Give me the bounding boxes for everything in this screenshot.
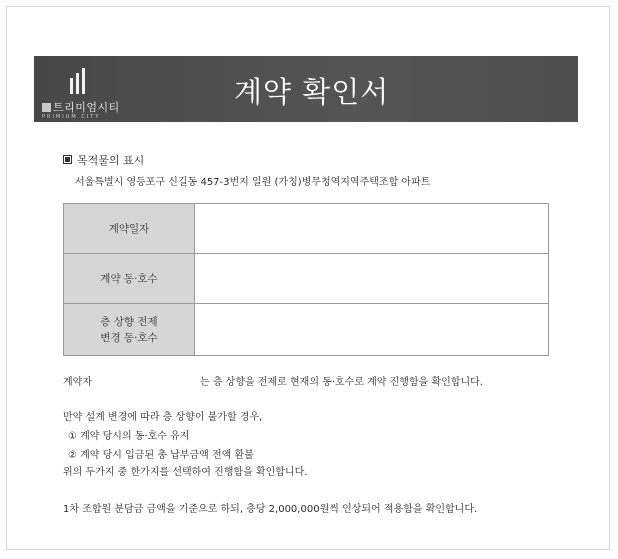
subject-address: 서울특별시 영등포구 신길동 457-3번지 일원 (가칭)병무청역지역주택조합 아파트 bbox=[75, 177, 431, 188]
row-label-unit: 계약 동·호수 bbox=[64, 254, 195, 304]
condition-text: 만약 설계 변경에 따라 층 상향이 불가할 경우, bbox=[63, 412, 263, 423]
contractor-label: 계약자 bbox=[63, 377, 92, 388]
option-2: ② 계약 당시 입금된 총 납부금액 전액 환불 bbox=[68, 450, 254, 461]
logo-mark-icon bbox=[42, 103, 51, 112]
table-row bbox=[64, 204, 549, 254]
header-banner bbox=[34, 56, 578, 122]
document-title: 계약 확인서 bbox=[234, 75, 390, 109]
table-row bbox=[64, 254, 549, 304]
unit-field[interactable] bbox=[195, 254, 549, 304]
subject-heading bbox=[63, 152, 144, 168]
contract-info-table bbox=[63, 203, 549, 356]
table-row bbox=[64, 304, 549, 356]
logo bbox=[42, 66, 122, 118]
subject-heading-text: 목적물의 표시 bbox=[77, 154, 145, 167]
contract-date-field[interactable] bbox=[195, 204, 549, 254]
row-label-contract-date: 계약일자 bbox=[64, 204, 195, 254]
row-label-changed-unit: 층 상향 전제 변경 동·호수 bbox=[64, 304, 195, 356]
changed-unit-field[interactable] bbox=[195, 304, 549, 356]
logo-name: 트리미엄시티 bbox=[53, 101, 120, 114]
logo-subtext: PRIMIUM CITY bbox=[42, 114, 101, 120]
contractor-statement: 는 층 상향을 전제로 현재의 동·호수로 계약 진행함을 확인합니다. bbox=[200, 377, 483, 388]
square-bullet-icon bbox=[63, 155, 72, 164]
final-statement: 1차 조합원 분담금 금액을 기준으로 하되, 층당 2,000,000원씩 인상되어 적용함을 확인합니다. bbox=[63, 504, 478, 515]
logo-bars-icon bbox=[64, 66, 94, 96]
logo-text bbox=[42, 99, 120, 115]
option-1: ① 계약 당시의 동·호수 유지 bbox=[68, 431, 190, 442]
choose-text: 위의 두가지 중 한가지를 선택하여 진행함을 확인합니다. bbox=[63, 467, 308, 478]
